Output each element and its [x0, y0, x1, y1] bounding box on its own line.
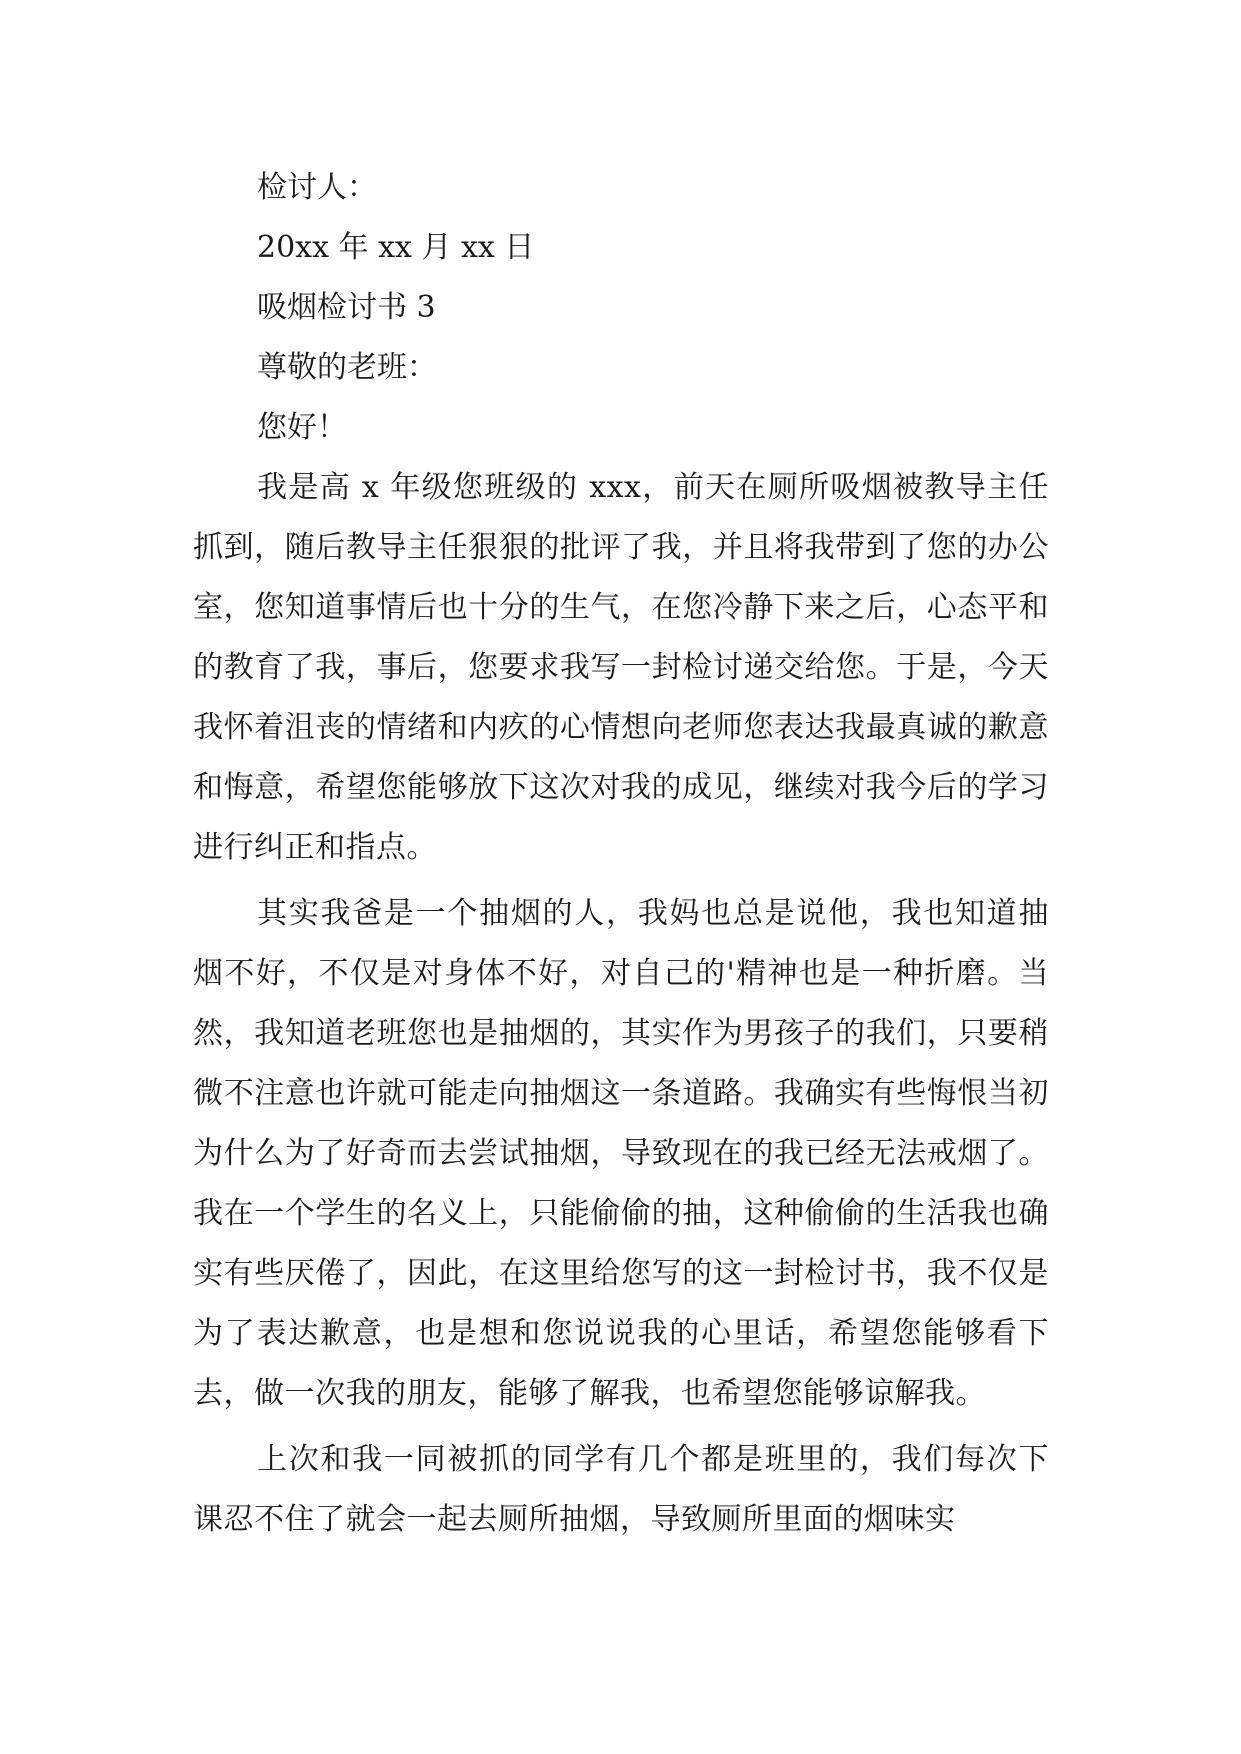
date-line: 20xx 年 xx 月 xx 日 — [257, 230, 535, 265]
paragraph-2: 其实我爸是一个抽烟的人，我妈也总是说他，我也知道抽烟不好，不仅是对身体不好，对自己的'精神也是一种折磨。当然，我知道老班您也是抽烟的，其实作为男孩子的我们，只要稍微不注意也许就可能走向抽烟这一条道路。我确实有些悔恨当初为什么为了好奇而去尝试抽烟，导致现在的我已经无法戒烟了。我在一个学生的名义上，只能偷偷的抽，这种偷偷的生活我也确实有些厌倦了，因此，在这里给您写的这一封检讨书，我不仅是为了表达歉意，也是想和您说说我的心里话，希望您能够看下去，做一次我的朋友，能够了解我，也希望您能够谅解我。 — [193, 896, 1049, 1411]
document-heading: 吸烟检讨书 3 — [257, 290, 436, 325]
signature-label: 检讨人： — [257, 170, 377, 205]
greeting: 您好！ — [257, 410, 347, 445]
document-body — [193, 158, 1049, 1550]
paragraph-3: 上次和我一同被抓的同学有几个都是班里的，我们每次下课忍不住了就会一起去厕所抽烟，导致厕所里面的烟味实 — [193, 1442, 1049, 1537]
salutation: 尊敬的老班： — [257, 350, 437, 385]
paragraph-1: 我是高 x 年级您班级的 xxx，前天在厕所吸烟被教导主任抓到，随后教导主任狠狠的批评了我，并且将我带到了您的办公室，您知道事情后也十分的生气，在您冷静下来之后，心态平和的教育了我，事后，您要求我写一封检讨递交给您。于是，今天我怀着沮丧的情绪和内疚的心情想向老师您表达我最真诚的歉意和悔意，希望您能够放下这次对我的成见，继续对我今后的学习进行纠正和指点。 — [193, 470, 1049, 865]
